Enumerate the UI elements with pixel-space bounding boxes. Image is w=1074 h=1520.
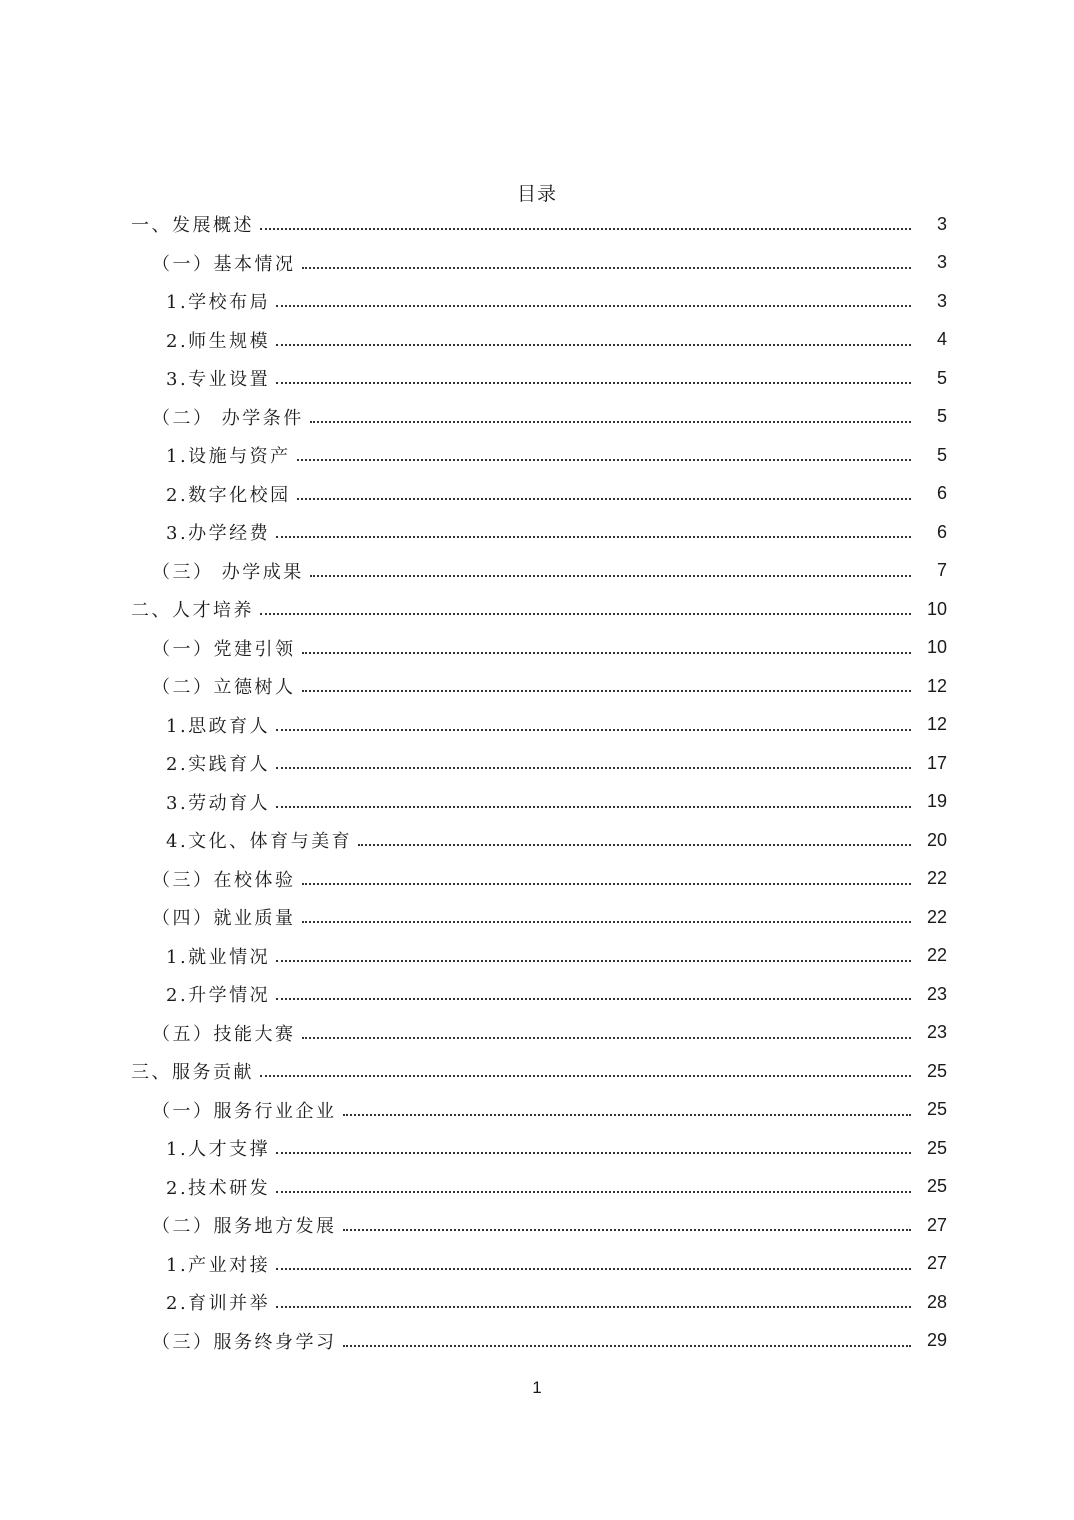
- toc-dot-leader: [276, 536, 911, 538]
- toc-entry-label: （二） 办学条件: [152, 407, 304, 429]
- toc-entry[interactable]: [0, 706, 1074, 745]
- toc-dot-leader: [343, 1114, 912, 1116]
- toc-entry[interactable]: [0, 1091, 1074, 1130]
- toc-entry-label: 二、人才培养: [131, 600, 254, 622]
- toc-entry-label: 4.文化、体育与美育: [166, 831, 353, 853]
- toc-entry[interactable]: [0, 205, 1074, 244]
- toc-dot-leader: [302, 883, 912, 885]
- toc-dot-leader: [276, 344, 911, 346]
- toc-entry-label: （四）就业质量: [152, 908, 296, 930]
- toc-entry-label: （一）党建引领: [152, 638, 296, 660]
- toc-entry-label: 1.就业情况: [166, 946, 271, 968]
- toc-entry-page: 22: [926, 868, 947, 889]
- toc-entry[interactable]: [0, 1322, 1074, 1361]
- toc-entry[interactable]: [0, 821, 1074, 860]
- toc-entry-page: 22: [926, 945, 947, 966]
- toc-dot-leader: [343, 1345, 912, 1347]
- toc-entry-label: 2.实践育人: [166, 754, 271, 776]
- toc-entry[interactable]: [0, 552, 1074, 591]
- toc-entry[interactable]: [0, 629, 1074, 668]
- toc-dot-leader: [276, 1152, 911, 1154]
- toc-entry-label: 1.人才支撑: [166, 1139, 271, 1161]
- toc-entry-page: 20: [926, 829, 947, 850]
- toc-entry-page: 19: [926, 791, 947, 812]
- toc-dot-leader: [276, 729, 911, 731]
- toc-entry-label: （一）服务行业企业: [152, 1100, 337, 1122]
- toc-entry-label: （三）在校体验: [152, 869, 296, 891]
- toc-entry[interactable]: [0, 359, 1074, 398]
- toc-dot-leader: [276, 382, 911, 384]
- toc-dot-leader: [302, 267, 912, 269]
- toc-entry-label: 2.技术研发: [166, 1177, 271, 1199]
- toc-title: 目录: [516, 183, 557, 205]
- toc-dot-leader: [276, 305, 911, 307]
- toc-entry[interactable]: [0, 513, 1074, 552]
- toc-entry-label: 1.思政育人: [166, 715, 271, 737]
- toc-entry-page: 25: [926, 1099, 947, 1120]
- toc-entry-label: 3.专业设置: [166, 369, 271, 391]
- toc-entry-label: 2.数字化校园: [166, 484, 291, 506]
- toc-dot-leader: [276, 1306, 911, 1308]
- toc-entry[interactable]: [0, 744, 1074, 783]
- toc-entry-label: 1.产业对接: [166, 1254, 271, 1276]
- toc-entry-label: （五）技能大赛: [152, 1023, 296, 1045]
- toc-entry-label: 一、发展概述: [131, 215, 254, 237]
- toc-dot-leader: [302, 1037, 912, 1039]
- toc-entry[interactable]: [0, 1014, 1074, 1053]
- toc-dot-leader: [343, 1229, 912, 1231]
- toc-dot-leader: [260, 613, 911, 615]
- toc-entry-page: 10: [926, 598, 947, 619]
- toc-entry[interactable]: [0, 1129, 1074, 1168]
- toc-dot-leader: [297, 498, 911, 500]
- toc-entry-label: （三）服务终身学习: [152, 1331, 337, 1353]
- toc-entry[interactable]: [0, 282, 1074, 321]
- toc-entry-label: 1.学校布局: [166, 292, 271, 314]
- toc-entry-label: 三、服务贡献: [131, 1062, 254, 1084]
- toc-dot-leader: [276, 1191, 911, 1193]
- toc-dot-leader: [302, 690, 912, 692]
- toc-entry-page: 17: [926, 752, 947, 773]
- toc-dot-leader: [276, 767, 911, 769]
- toc-entry[interactable]: [0, 436, 1074, 475]
- toc-entry-label: 2.师生规模: [166, 330, 271, 352]
- toc-dot-leader: [276, 1268, 911, 1270]
- toc-entry-page: 22: [926, 906, 947, 927]
- toc-entry-label: （二）立德树人: [152, 677, 296, 699]
- toc-entry[interactable]: [0, 975, 1074, 1014]
- toc-dot-leader: [302, 921, 912, 923]
- toc-entry-page: 10: [926, 637, 947, 658]
- toc-entry-page: 7: [936, 560, 947, 581]
- toc-entry-label: （一）基本情况: [152, 253, 296, 275]
- toc-dot-leader: [358, 844, 911, 846]
- table-of-contents: [0, 205, 1074, 1360]
- toc-entry-label: （二）服务地方发展: [152, 1216, 337, 1238]
- toc-entry[interactable]: [0, 475, 1074, 514]
- toc-dot-leader: [302, 652, 912, 654]
- toc-entry[interactable]: [0, 667, 1074, 706]
- toc-dot-leader: [276, 960, 911, 962]
- toc-entry-page: 28: [926, 1291, 947, 1312]
- toc-entry[interactable]: [0, 1168, 1074, 1207]
- toc-entry[interactable]: [0, 1283, 1074, 1322]
- toc-entry[interactable]: [0, 398, 1074, 437]
- toc-entry-label: 2.升学情况: [166, 985, 271, 1007]
- toc-entry-page: 5: [936, 406, 947, 427]
- toc-entry-page: 12: [926, 714, 947, 735]
- toc-entry-page: 27: [926, 1253, 947, 1274]
- toc-entry[interactable]: [0, 1052, 1074, 1091]
- toc-dot-leader: [276, 806, 911, 808]
- toc-entry-label: 1.设施与资产: [166, 446, 291, 468]
- toc-dot-leader: [310, 575, 911, 577]
- toc-dot-leader: [260, 228, 911, 230]
- toc-entry-page: 6: [936, 483, 947, 504]
- toc-dot-leader: [276, 998, 911, 1000]
- toc-entry-page: 27: [926, 1214, 947, 1235]
- toc-entry-page: 5: [936, 367, 947, 388]
- toc-entry-page: 4: [936, 329, 947, 350]
- toc-entry-page: 25: [926, 1176, 947, 1197]
- toc-entry-page: 23: [926, 983, 947, 1004]
- toc-entry-page: 3: [936, 252, 947, 273]
- toc-entry[interactable]: [0, 898, 1074, 937]
- toc-entry[interactable]: [0, 590, 1074, 629]
- toc-entry[interactable]: [0, 783, 1074, 822]
- toc-entry[interactable]: [0, 321, 1074, 360]
- toc-entry-page: 12: [926, 675, 947, 696]
- toc-entry-page: 25: [926, 1060, 947, 1081]
- toc-entry-page: 23: [926, 1022, 947, 1043]
- toc-entry[interactable]: [0, 937, 1074, 976]
- toc-entry-label: 3.办学经费: [166, 523, 271, 545]
- toc-entry-page: 6: [936, 521, 947, 542]
- toc-entry-label: 2.育训并举: [166, 1293, 271, 1315]
- toc-entry-page: 5: [936, 444, 947, 465]
- toc-entry-page: 3: [936, 213, 947, 234]
- toc-entry-page: 3: [936, 290, 947, 311]
- toc-dot-leader: [260, 1075, 911, 1077]
- toc-dot-leader: [310, 421, 911, 423]
- toc-entry-page: 29: [926, 1330, 947, 1351]
- toc-entry-page: 25: [926, 1137, 947, 1158]
- toc-entry[interactable]: [0, 1206, 1074, 1245]
- toc-entry-label: 3.劳动育人: [166, 792, 271, 814]
- toc-dot-leader: [297, 459, 911, 461]
- toc-entry[interactable]: [0, 244, 1074, 283]
- toc-entry-label: （三） 办学成果: [152, 561, 304, 583]
- toc-entry[interactable]: [0, 1245, 1074, 1284]
- page-number: 1: [532, 1378, 542, 1397]
- toc-entry[interactable]: [0, 860, 1074, 899]
